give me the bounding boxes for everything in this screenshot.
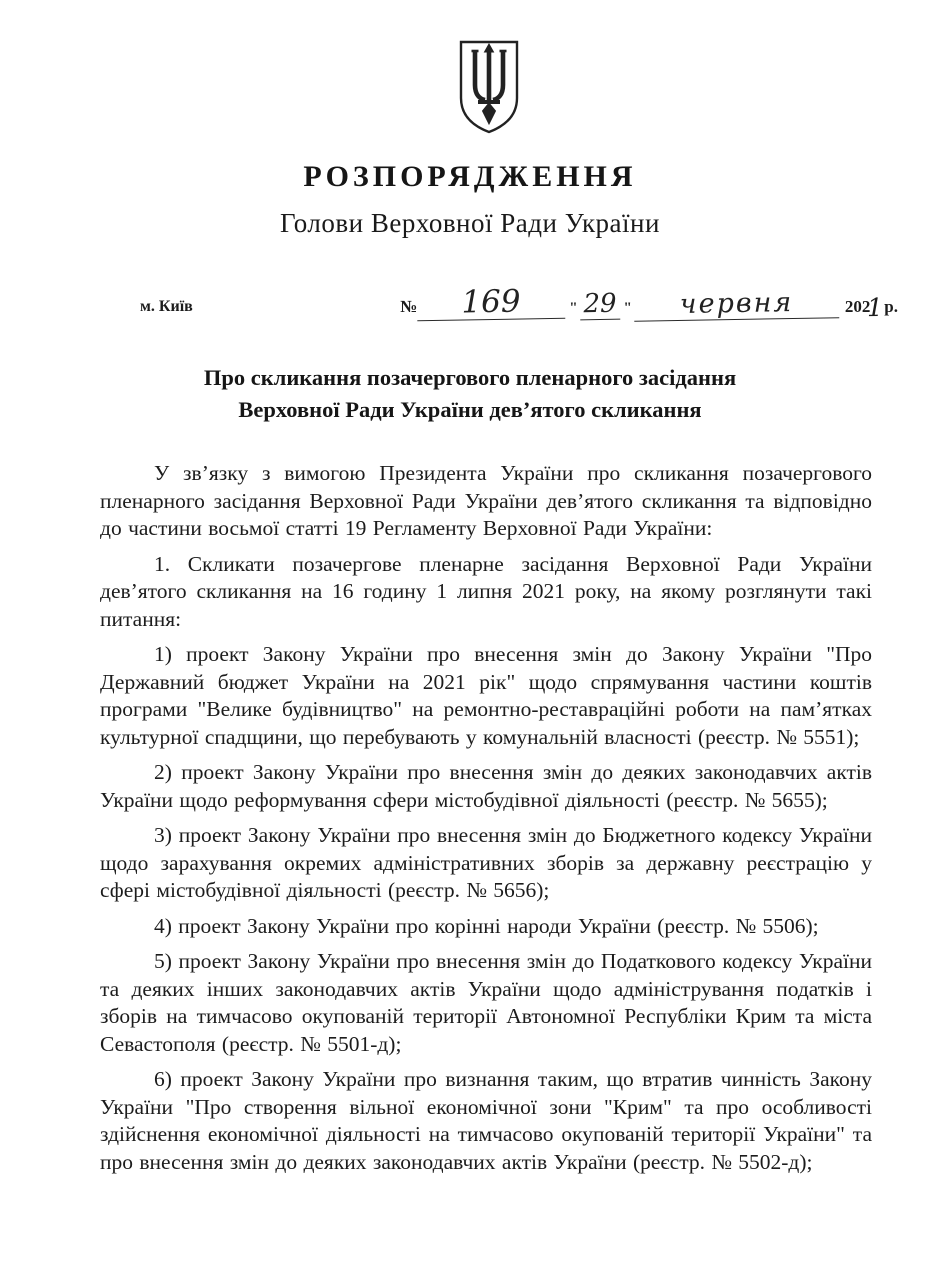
number-label: №	[400, 297, 418, 316]
agenda-item-6: 6) проект Закону України про визнання таким, що втратив чинність Закону України "Про створення вільної економічної зони "Крим" та про особливості здійснення економічної діяльності на тимчасово окупованій території України" та про внесення змін до деяких законодавчих актів України (реєстр. № 5502-д);	[100, 1067, 872, 1174]
subject-heading	[0, 362, 940, 426]
agenda-item-1: 1) проект Закону України про внесення змін до Закону України "Про Державний бюджет України на 2021 рік" щодо спрямування частини коштів програми "Велике будівництво" на ремонтно-реставраційні роботи на пам’ятках культурної спадщини, що перебувають у комунальній власності (реєстр. № 5551);	[100, 642, 872, 749]
meta-row	[140, 283, 898, 323]
day-quote-open: "	[569, 300, 578, 316]
ukraine-trident-icon	[458, 40, 520, 136]
agenda-item-4: 4) проект Закону України про корінні народи України (реєстр. № 5506);	[154, 913, 819, 938]
coat-of-arms	[38, 0, 940, 136]
paragraph-resolution: 1. Скликати позачергове пленарне засідання Верховної Ради України дев’ятого скликання на 16 годину 1 липня 2021 року, на якому розглянути такі питання:	[100, 551, 872, 631]
month-value-handwritten: червня	[634, 286, 840, 322]
day-quote-close: "	[623, 300, 632, 316]
agenda-item-5: 5) проект Закону України про внесення змін до Податкового кодексу України та деяких інших законодавчих актів України щодо адміністрування податків і зборів на тимчасово окупованій території Автономної Республіки Крим та міста Севастополя (реєстр. № 5501-д);	[100, 949, 872, 1056]
year-suffix: р.	[884, 297, 898, 316]
day-value-handwritten: 29	[579, 289, 620, 321]
document-body	[100, 460, 872, 1176]
subject-line-2: Верховної Ради України дев’ятого скликання	[238, 397, 702, 422]
number-date-group	[400, 283, 898, 323]
place-label: м. Київ	[140, 298, 193, 315]
number-value-handwritten: 169	[417, 284, 566, 322]
agenda-item-3: 3) проект Закону України про внесення змін до Бюджетного кодексу України щодо зарахування окремих адміністративних зборів за державну реєстрацію у сфері містобудівної діяльності (реєстр. № 5656);	[100, 823, 872, 902]
document-subtitle: Голови Верховної Ради України	[280, 208, 660, 238]
year-printed: 202	[844, 297, 871, 316]
paragraph-preamble: У зв’язку з вимогою Президента України про скликання позачергового пленарного засідання Верховної Ради України дев’ятого скликання та відповідно до частини восьмої статті 19 Регламенту Верховної Ради України:	[100, 461, 872, 540]
subject-line-1: Про скликання позачергового пленарного засідання	[203, 365, 737, 390]
year-handwritten-digit: 1	[867, 292, 884, 323]
document-title: РОЗПОРЯДЖЕННЯ	[303, 160, 637, 193]
agenda-item-2: 2) проект Закону України про внесення змін до деяких законодавчих актів України щодо реформування сфери містобудівної діяльності (реєстр. № 5655);	[100, 760, 872, 812]
